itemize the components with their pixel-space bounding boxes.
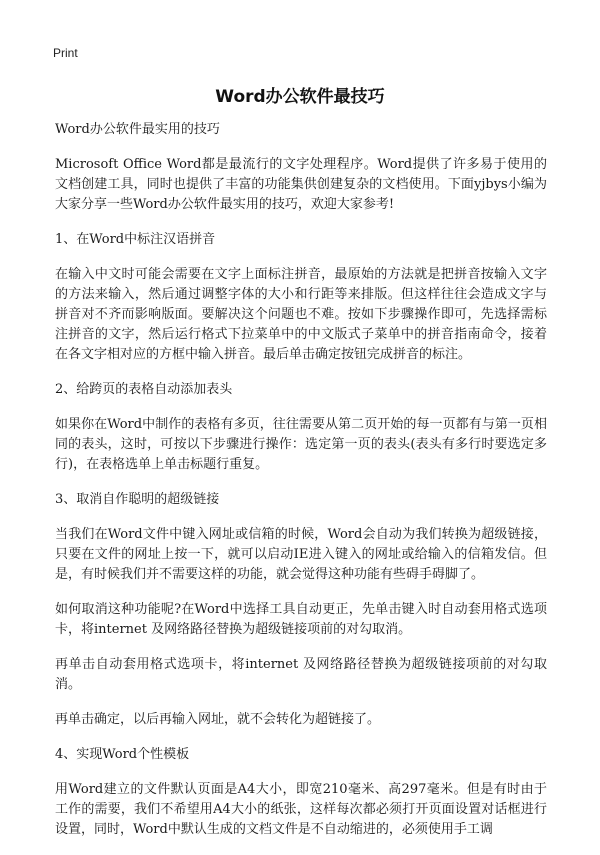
- document-body: [55, 120, 547, 855]
- intro-paragraph: Microsoft Office Word都是最流行的文字处理程序。Word提供了许多易于使用的文档创建工具，同时也提供了丰富的功能集供创建复杂的文档使用。下面yjbys小编为大家分享一些Word办公软件最实用的技巧，欢迎大家参考!: [55, 157, 547, 212]
- section-1-heading: 1、在Word中标注汉语拼音: [55, 232, 216, 247]
- section-2-paragraph: 如果你在Word中制作的表格有多页，往往需要从第二页开始的每一页都有与第一页相同的表头，这时，可按以下步骤进行操作：选定第一页的表头(表头有多行时要选定多行)，在表格选单上单击标题行重复。: [55, 417, 547, 472]
- document-title: Word办公软件最技巧: [215, 87, 385, 107]
- section-4-paragraph: 用Word建立的文件默认页面是A4大小，即宽210毫米、高297毫米。但是有时由于工作的需要，我们不希望用A4大小的纸张，这样每次都必须打开页面设置对话框进行设置，同时，Word中默认生成的文档文件是不自动缩进的，必须使用手工调: [55, 782, 547, 837]
- section-2-heading: 2、给跨页的表格自动添加表头: [55, 382, 233, 397]
- section-3-heading: 3、取消自作聪明的超级链接: [55, 492, 220, 507]
- section-3-paragraph-2: 如何取消这种功能呢?在Word中选择工具自动更正，先单击键入时自动套用格式选项卡，将internet 及网络路径替换为超级链接项前的对勾取消。: [55, 602, 547, 637]
- section-3-paragraph-4: 再单击确定，以后再输入网址，就不会转化为超链接了。: [55, 712, 381, 727]
- print-link[interactable]: Print: [53, 46, 78, 60]
- section-4-heading: 4、实现Word个性模板: [55, 747, 190, 762]
- section-3-paragraph-3: 再单击自动套用格式选项卡，将internet 及网络路径替换为超级链接项前的对勾取消。: [55, 657, 547, 692]
- section-3-paragraph-1: 当我们在Word文件中键入网址或信箱的时候，Word会自动为我们转换为超级链接，只要在文件的网址上按一下，就可以启动IE进入键入的网址或给输入的信箱发信。但是，有时候我们并不需要这样的功能，就会觉得这种功能有些碍手碍脚了。: [55, 527, 547, 582]
- document-subtitle: Word办公软件最实用的技巧: [55, 122, 220, 137]
- section-1-paragraph: 在输入中文时可能会需要在文字上面标注拼音，最原始的方法就是把拼音按输入文字的方法来输入，然后通过调整字体的大小和行距等来排版。但这样往往会造成文字与拼音对不齐而影响版面。要解决这个问题也不难。按如下步骤操作即可，先选择需标注拼音的文字，然后运行格式下拉菜单中的中文版式子菜单中的拼音指南命令，接着在各文字相对应的方框中输入拼音。最后单击确定按钮完成拼音的标注。: [55, 267, 547, 362]
